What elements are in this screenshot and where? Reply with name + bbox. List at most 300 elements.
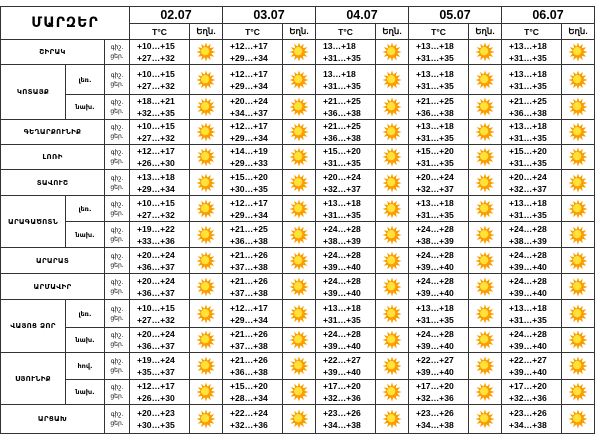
sky-cell [376,405,409,434]
temperature-cell [409,222,469,248]
date-header: 05.07 [409,6,502,24]
sky-cell [283,328,316,353]
day-label: ցեր. [110,261,124,269]
night-label: գիշ. [110,332,124,339]
temperature-cell [130,120,190,145]
night-temp: +22…+27 [323,355,361,365]
temperature-cell [130,170,190,196]
sky-cell [469,405,502,434]
night-temp: +21…+26 [230,275,268,286]
sky-cell [469,40,502,65]
sky-col-header: Եղն. [190,24,223,40]
night-temp: +13…+18 [416,197,454,208]
sun-icon [475,199,495,219]
sky-cell [376,170,409,196]
day-temp: +32…+37 [509,183,547,194]
night-label: գիշ. [110,305,124,313]
sun-icon [196,225,216,245]
night-temp: +15…+20 [509,146,547,156]
sun-icon [568,122,588,142]
temperature-cell [502,380,562,405]
night-temp: +15…+20 [230,381,268,391]
sky-cell [190,300,223,328]
region-name: ԿՈՏԱՅՔ [0,65,66,120]
day-temp: +32…+36 [416,393,454,403]
sky-cell [562,300,595,328]
sky-cell [283,248,316,274]
sun-icon [568,199,588,219]
night-temp: +20…+24 [416,171,454,182]
temp-col-header: T°C [502,24,562,40]
night-temp: +12…+17 [137,381,175,391]
sky-cell [190,274,223,300]
temperature-cell [316,145,376,170]
sky-cell [190,353,223,380]
night-temp: +20…+24 [137,275,175,286]
sun-icon [568,356,588,376]
day-temp: +39…+40 [323,261,361,272]
night-label: գիշ. [110,149,124,156]
day-temp: +36…+37 [137,287,175,298]
region-subzone: նախ. [66,222,105,248]
sun-icon [475,409,495,429]
sun-icon [475,330,495,350]
temperature-cell [409,248,469,274]
region-name: ԱՐՄԱՎԻՐ [0,274,105,300]
day-temp: +27…+32 [137,80,175,91]
day-temp: +32…+36 [230,420,268,430]
sun-icon [196,42,216,62]
night-temp: +13…+18 [509,197,547,208]
night-temp: +14…+19 [230,146,268,156]
temperature-cell [316,248,376,274]
temperature-cell [223,95,283,120]
sun-icon [382,199,402,219]
sky-cell [469,300,502,328]
night-temp: +21…+25 [323,96,361,106]
time-of-day-labels [105,300,130,328]
sun-icon [568,409,588,429]
sun-icon [289,304,309,324]
sun-icon [382,173,402,193]
day-temp: +39…+40 [416,341,454,351]
temperature-cell [316,353,376,380]
region-subzone: հով. [66,353,105,380]
night-temp: +12…+17 [230,197,268,208]
night-temp: +13…+18 [416,121,454,131]
time-of-day-labels [105,274,130,300]
day-temp: +31…+35 [323,80,361,91]
night-temp: +21…+26 [230,329,268,339]
temperature-cell [130,145,190,170]
night-temp: +13…+18 [509,41,547,51]
temperature-cell [223,65,283,95]
night-temp: +21…+26 [230,249,268,260]
sky-cell [283,196,316,222]
night-temp: +24…+28 [416,249,454,260]
sky-cell [469,248,502,274]
sky-cell [190,145,223,170]
sky-cell [562,120,595,145]
temp-col-header: T°C [130,24,190,40]
night-temp: +20…+24 [509,171,547,182]
day-temp: +29…+33 [230,158,268,168]
night-label: գիշ. [110,226,124,234]
night-temp: +13…+18 [323,197,361,208]
night-temp: +17…+20 [416,381,454,391]
sun-icon [568,173,588,193]
temperature-cell [223,170,283,196]
day-label: ցեր. [110,314,124,322]
temperature-cell [130,274,190,300]
night-temp: +20…+24 [230,96,268,106]
time-of-day-labels [105,380,130,405]
sun-icon [196,122,216,142]
temperature-cell [316,95,376,120]
day-temp: +39…+40 [416,287,454,298]
sun-icon [289,42,309,62]
day-temp: +29…+34 [230,53,268,63]
time-of-day-labels [105,145,130,170]
sun-icon [289,409,309,429]
sky-cell [190,328,223,353]
day-temp: +34…+37 [230,108,268,118]
night-temp: +24…+28 [509,275,547,286]
day-temp: +31…+35 [416,80,454,91]
sun-icon [382,97,402,117]
sun-icon [196,70,216,90]
night-label: գիշ. [110,124,124,131]
sky-cell [469,328,502,353]
temperature-cell [409,120,469,145]
region-name: ՎԱՅՈՑ ՁՈՐ [0,300,66,353]
sky-cell [190,95,223,120]
day-temp: +39…+40 [509,287,547,298]
night-temp: +19…+24 [137,355,175,365]
night-temp: +24…+28 [323,223,361,234]
night-label: գիշ. [110,252,124,260]
region-name: ԼՈՌԻ [0,145,105,170]
sky-cell [469,222,502,248]
sky-cell [469,145,502,170]
day-temp: +32…+37 [416,183,454,194]
day-temp: +29…+34 [230,314,268,325]
sky-cell [376,274,409,300]
temperature-cell [316,170,376,196]
night-temp: +21…+26 [230,355,268,365]
region-name: ԱՐՑԱԽ [0,405,105,434]
sun-icon [568,382,588,402]
sun-icon [289,277,309,297]
time-of-day-labels [105,170,130,196]
day-temp: +31…+35 [509,314,547,325]
sun-icon [475,122,495,142]
sun-icon [196,304,216,324]
night-temp: +23…+26 [416,408,454,418]
sky-cell [283,274,316,300]
temperature-cell [223,300,283,328]
temperature-cell [502,65,562,95]
sun-icon [568,225,588,245]
day-temp: +31…+35 [509,53,547,63]
night-temp: +15…+20 [230,171,268,182]
sky-cell [376,380,409,405]
region-name: ԳԵՂԱՐՔՈՒՆԻՔ [0,120,105,145]
night-label: գիշ. [110,411,124,418]
day-temp: +39…+40 [416,367,454,377]
sky-col-header: Եղն. [562,24,595,40]
sky-cell [190,65,223,95]
temperature-cell [223,248,283,274]
temperature-cell [502,196,562,222]
day-temp: +31…+35 [323,53,361,63]
sky-cell [376,95,409,120]
day-label: ցեր. [110,183,124,191]
region-name: ԱՐԱՐԱՏ [0,248,105,274]
day-temp: +31…+35 [509,209,547,220]
night-temp: +24…+28 [509,249,547,260]
sun-icon [289,382,309,402]
sky-cell [562,248,595,274]
day-temp: +28…+34 [230,393,268,403]
sun-icon [382,356,402,376]
sun-icon [475,382,495,402]
sun-icon [289,70,309,90]
sun-icon [196,356,216,376]
sky-cell [562,222,595,248]
day-temp: +34…+38 [509,420,547,430]
night-temp: +21…+25 [509,96,547,106]
temperature-cell [316,120,376,145]
day-temp: +27…+32 [137,314,175,325]
sun-icon [289,173,309,193]
night-temp: +21…+25 [416,96,454,106]
sun-icon [382,304,402,324]
day-temp: +30…+35 [230,183,268,194]
sky-col-header: Եղն. [469,24,502,40]
night-label: գիշ. [110,174,124,182]
sky-cell [190,120,223,145]
sky-cell [562,95,595,120]
night-temp: +13…+18 [509,302,547,313]
temperature-cell [223,274,283,300]
temperature-cell [130,222,190,248]
sky-cell [469,353,502,380]
time-of-day-labels [105,120,130,145]
day-temp: +31…+35 [323,314,361,325]
sky-cell [283,170,316,196]
sky-cell [283,380,316,405]
day-label: ցեր. [110,80,124,88]
day-temp: +31…+35 [416,209,454,220]
time-of-day-labels [105,248,130,274]
sun-icon [382,251,402,271]
day-label: ցեր. [110,235,124,243]
night-temp: +12…+17 [230,68,268,79]
temperature-cell [502,222,562,248]
sun-icon [475,147,495,167]
temperature-cell [409,353,469,380]
temperature-cell [130,380,190,405]
night-temp: +13…+18 [137,171,175,182]
sky-cell [562,145,595,170]
sun-icon [475,70,495,90]
sun-icon [196,382,216,402]
night-temp: +10…+15 [137,68,175,79]
temperature-cell [409,405,469,434]
time-of-day-labels [105,328,130,353]
day-temp: +37…+38 [230,341,268,351]
temperature-cell [130,196,190,222]
night-temp: +24…+28 [509,223,547,234]
sun-icon [568,277,588,297]
temperature-cell [316,300,376,328]
night-temp: +23…+26 [323,408,361,418]
temperature-cell [130,300,190,328]
night-temp: +15…+20 [323,146,361,156]
sky-cell [376,248,409,274]
temperature-cell [409,95,469,120]
day-temp: +32…+37 [323,183,361,194]
sun-icon [196,409,216,429]
temperature-cell [502,145,562,170]
temperature-cell [130,405,190,434]
day-label: ցեր. [110,367,124,374]
day-temp: +32…+36 [509,393,547,403]
sky-cell [283,353,316,380]
night-temp: +12…+17 [230,41,268,51]
sky-cell [562,40,595,65]
day-temp: +31…+35 [416,314,454,325]
sun-icon [568,42,588,62]
sun-icon [196,199,216,219]
temperature-cell [502,248,562,274]
sky-cell [283,145,316,170]
sun-icon [475,356,495,376]
sky-cell [376,40,409,65]
temperature-cell [409,380,469,405]
sky-cell [376,120,409,145]
day-temp: +36…+37 [137,341,175,351]
temperature-cell [409,40,469,65]
night-temp: +12…+17 [230,121,268,131]
day-temp: +37…+38 [230,287,268,298]
sky-cell [190,40,223,65]
sun-icon [475,251,495,271]
day-temp: +27…+32 [137,53,175,63]
time-of-day-labels [105,405,130,434]
night-temp: +20…+23 [137,408,175,418]
night-temp: +24…+28 [416,223,454,234]
temperature-cell [223,40,283,65]
night-label: գիշ. [110,384,124,391]
day-label: ցեր. [110,133,124,140]
day-temp: +31…+35 [509,133,547,143]
day-temp: +31…+35 [509,80,547,91]
sky-cell [190,170,223,196]
temperature-cell [130,248,190,274]
day-temp: +36…+37 [137,261,175,272]
temperature-cell [502,353,562,380]
temperature-cell [130,328,190,353]
sun-icon [289,199,309,219]
sun-icon [196,330,216,350]
sun-icon [382,42,402,62]
temperature-cell [223,405,283,434]
region-subzone: լեռ. [66,300,105,328]
temp-col-header: T°C [316,24,376,40]
sun-icon [475,225,495,245]
sky-cell [562,328,595,353]
night-label: գիշ. [110,99,124,106]
sun-icon [382,330,402,350]
day-temp: +38…+39 [509,235,547,246]
sky-cell [469,274,502,300]
sun-icon [196,173,216,193]
day-temp: +36…+38 [230,367,268,377]
temperature-cell [223,120,283,145]
sun-icon [568,70,588,90]
temperature-cell [130,65,190,95]
temperature-cell [130,40,190,65]
date-header: 03.07 [223,6,316,24]
night-temp: +17…+20 [323,381,361,391]
sky-cell [562,353,595,380]
sun-icon [568,330,588,350]
day-label: ցեր. [110,53,124,60]
sun-icon [289,122,309,142]
sun-icon [475,97,495,117]
day-temp: +26…+30 [137,393,175,403]
sky-cell [283,65,316,95]
day-temp: +29…+34 [137,183,175,194]
temperature-cell [316,65,376,95]
sky-cell [190,380,223,405]
day-temp: +38…+39 [416,235,454,246]
sun-icon [289,147,309,167]
temperature-cell [316,328,376,353]
night-temp: +10…+15 [137,41,175,51]
sun-icon [382,122,402,142]
sky-cell [469,196,502,222]
temperature-cell [409,300,469,328]
region-name: ՍՅՈՒՆԻՔ [0,353,66,405]
day-temp: +27…+32 [137,133,175,143]
night-temp: +20…+24 [137,329,175,339]
region-subzone: լեռ. [66,196,105,222]
region-subzone: լեռ. [66,65,105,95]
day-temp: +36…+38 [323,108,361,118]
night-label: գիշ. [110,200,124,208]
region-subzone: նախ. [66,95,105,120]
day-label: ցեր. [110,420,124,427]
day-temp: +29…+34 [230,80,268,91]
temperature-cell [409,65,469,95]
sky-cell [469,170,502,196]
sky-cell [376,222,409,248]
day-label: ցեր. [110,108,124,115]
temperature-cell [223,328,283,353]
sky-cell [469,95,502,120]
sun-icon [568,97,588,117]
day-temp: +32…+36 [323,393,361,403]
day-label: ցեր. [110,287,124,295]
temperature-cell [130,353,190,380]
temperature-cell [409,196,469,222]
sun-icon [196,147,216,167]
sun-icon [382,277,402,297]
sky-cell [376,328,409,353]
